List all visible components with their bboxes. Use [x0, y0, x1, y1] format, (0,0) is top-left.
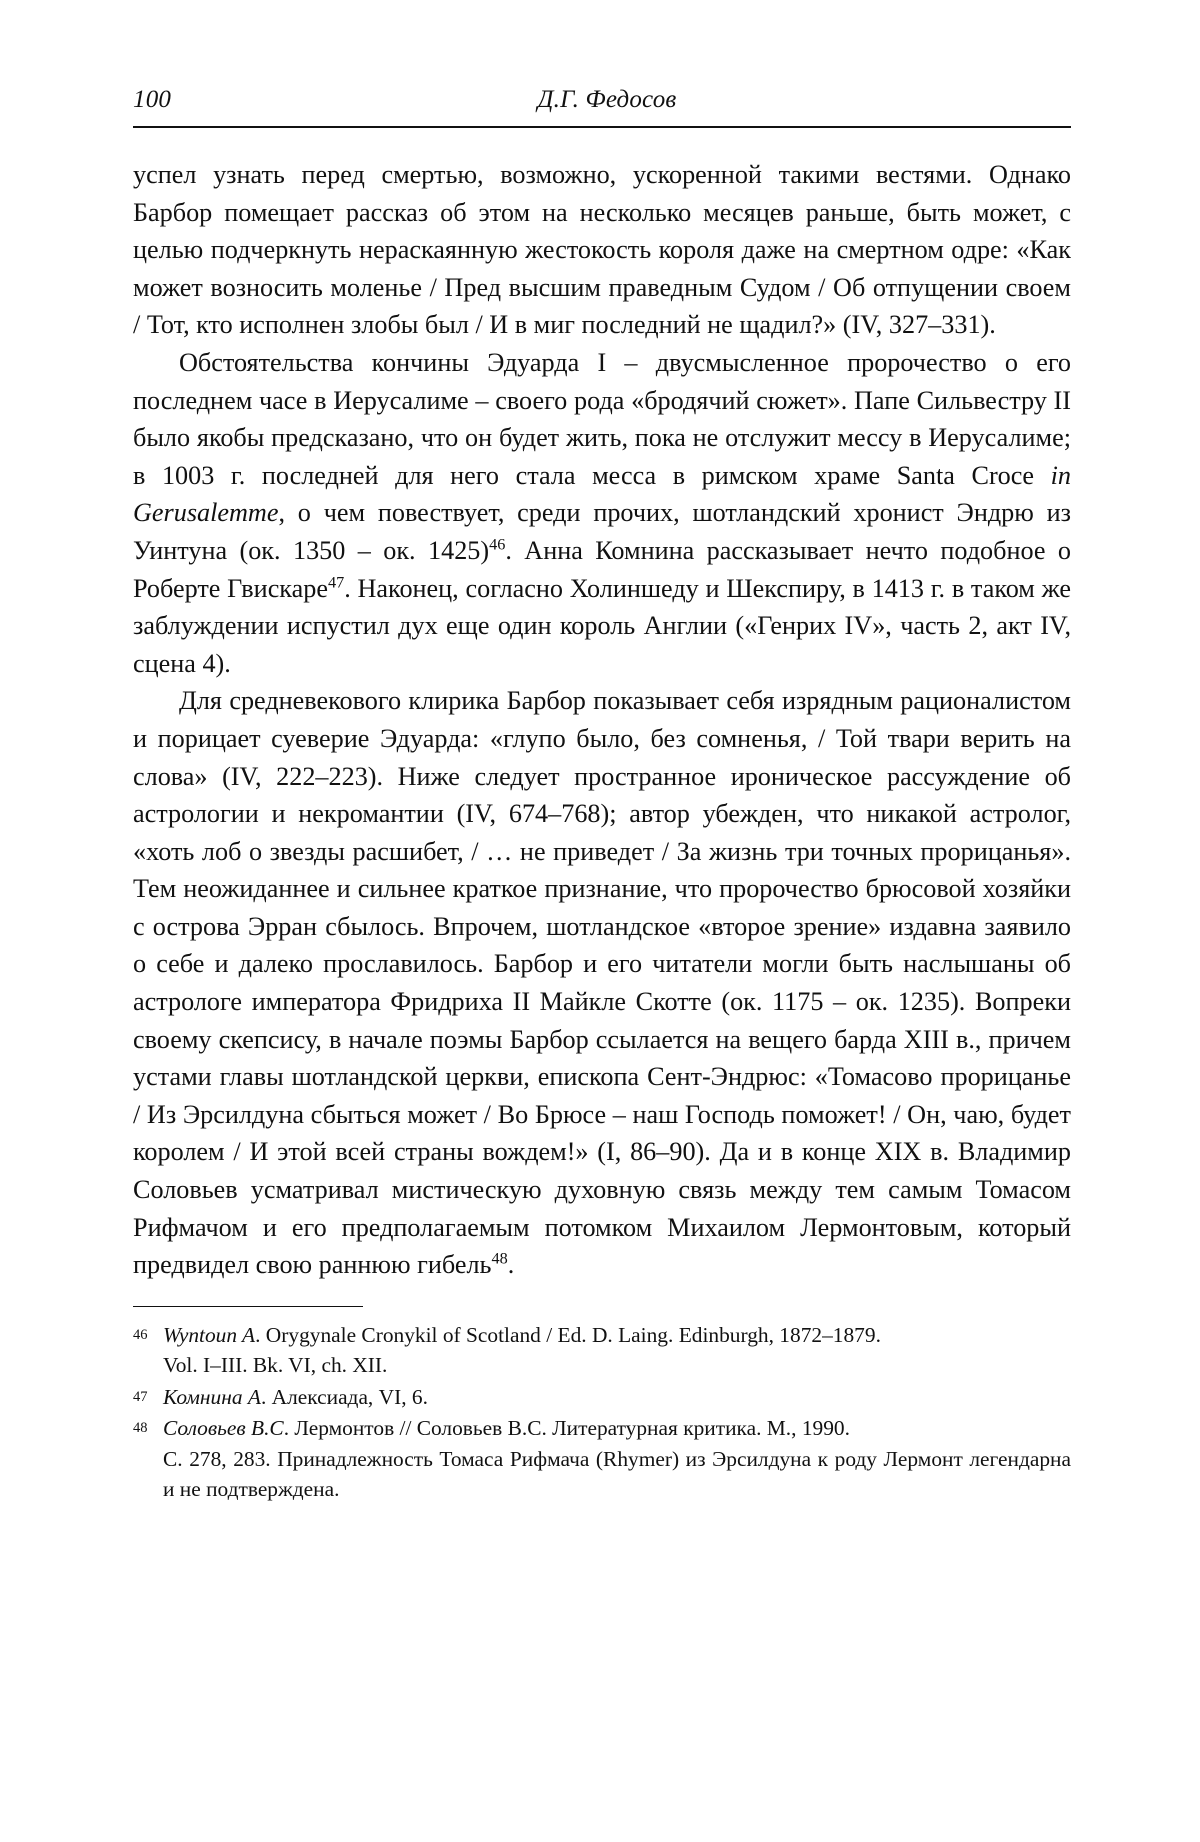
- footnote-author-48: Соловьев В.С: [163, 1416, 284, 1441]
- footnote-separator-rule: [133, 1306, 363, 1307]
- running-head: [133, 86, 1071, 120]
- footnote-text-48: [163, 1413, 1071, 1505]
- footnote-number-48: 48: [133, 1420, 148, 1437]
- footnotes-block: [133, 1320, 1071, 1505]
- footnote-item: [133, 1320, 1071, 1381]
- page-content: [133, 86, 1071, 1506]
- footnote-item: [133, 1413, 1071, 1505]
- footnote-ref-47[interactable]: 47: [327, 572, 345, 591]
- paragraph-2: [133, 344, 1071, 682]
- footnote-continuation-46: Vol. I–III. Bk. VI, ch. XII.: [163, 1353, 388, 1378]
- footnote-author-47: Комнина А: [163, 1384, 261, 1409]
- footnote-ref-48[interactable]: 48: [491, 1249, 508, 1268]
- paragraph-2-part-1: Обстоятельства кончины Эдуарда I – двусмысленное пророчество о его последнем часе в Иерусалиме – своего рода «бродячий сюжет». Папе Сильвестру II было якобы предсказано, что он будет жить, пока не отслужит мессу в Иерусалиме; в 1003 г. последней для него стала месса в римском храме Santa Croce: [133, 347, 1071, 490]
- running-head-author: Д.Г. Федосов: [537, 86, 677, 113]
- footnote-body-48: . Лермонтов // Соловьев В.С. Литературная критика. М., 1990.: [283, 1416, 850, 1441]
- footnote-continuation-48: С. 278, 283. Принадлежность Томаса Рифмача (Rhymer) из Эрсилдуна к роду Лермонт легендарна и не подтверждена.: [163, 1446, 1071, 1502]
- page-number: 100: [133, 86, 172, 113]
- footnote-number-47: 47: [133, 1388, 148, 1405]
- footnote-item: [133, 1382, 1071, 1413]
- footnote-body-47: . Алексиада, VI, 6.: [260, 1384, 428, 1409]
- body-text: [133, 156, 1071, 1284]
- footnote-number-46: 46: [133, 1326, 148, 1343]
- paragraph-3-part-2: .: [507, 1250, 515, 1280]
- footnote-text-47: [163, 1382, 1071, 1413]
- paragraph-1: успел узнать перед смертью, возможно, ускоренной такими вестями. Однако Барбор помещает рассказ об этом на несколько месяцев раньше, быть может, с целью подчеркнуть нераскаянную жестокость короля даже на смертном одре: «Как может возносить моленье / Пред высшим праведным Судом / Об отпущении своем / Тот, кто исполнен злобы был / И в миг последний не щадил?» (IV, 327–331).: [133, 160, 1071, 340]
- footnote-ref-46[interactable]: 46: [489, 535, 506, 554]
- paragraph-3-part-1: Для средневекового клирика Барбор показывает себя изрядным рационалистом и порицает суеверие Эдуарда: «глупо было, без сомненья, / Той твари верить на слова» (IV, 222–223). Ниже следует пространное ироническое рассуждение об астрологии и некромантии (IV, 674–768); автор убежден, что никакой астролог, «хоть лоб о звезды расшибет, / … не приведет / За жизнь три точных прорицанья». Тем неожиданнее и сильнее краткое признание, что пророчество брюсовой хозяйки с острова Эрран сбылось. Впрочем, шотландское «второе зрение» издавна заявило о себе и далеко прославилось. Барбор и его читатели могли быть наслышаны об астрологе императора Фридриха II Майкле Скотте (ок. 1175 – ок. 1235). Вопреки своему скепсису, в начале поэмы Барбор ссылается на вещего барда XIII в., причем устами главы шотландской церкви, епископа Сент-Эндрюс: «Томасово прорицанье / Из Эрсилдуна сбыться может / Во Брюсе – наш Господь поможет! / Он, чаю, будет королем / И этой всей страны вождем!» (I, 86–90). Да и в конце XIX в. Владимир Соловьев усматривал мистическую духовную связь между тем самым Томасом Рифмачом и его предполагаемым потомком Михаилом Лермонтовым, который предвидел свою раннюю гибель: [133, 686, 1071, 1280]
- footnote-text-46: [163, 1320, 1071, 1381]
- footnote-author-46: Wyntoun A: [163, 1322, 256, 1347]
- paragraph-3: [133, 682, 1071, 1284]
- paragraph-2-part-4: . Наконец, согласно Холиншеду и Шекспиру, в 1413 г. в таком же заблуждении испустил дух еще один король Англии («Генрих IV», часть 2, акт IV, сцена 4).: [133, 573, 1071, 678]
- paragraph-2-part-3: . Анна Комнина рассказывает нечто подобное о Роберте Гвискаре: [133, 535, 1071, 603]
- paragraph-2-italic-title: in Gerusalemme: [133, 460, 1071, 528]
- footnote-body-46: . Orygynale Cronykil of Scotland / Ed. D. Laing. Edinburgh, 1872–1879.: [255, 1322, 881, 1347]
- paragraph-2-part-2: , о чем повествует, среди прочих, шотландский хронист Эндрю из Уинтуна (ок. 1350 – ок. 1425): [133, 498, 1071, 565]
- header-rule: [133, 126, 1071, 128]
